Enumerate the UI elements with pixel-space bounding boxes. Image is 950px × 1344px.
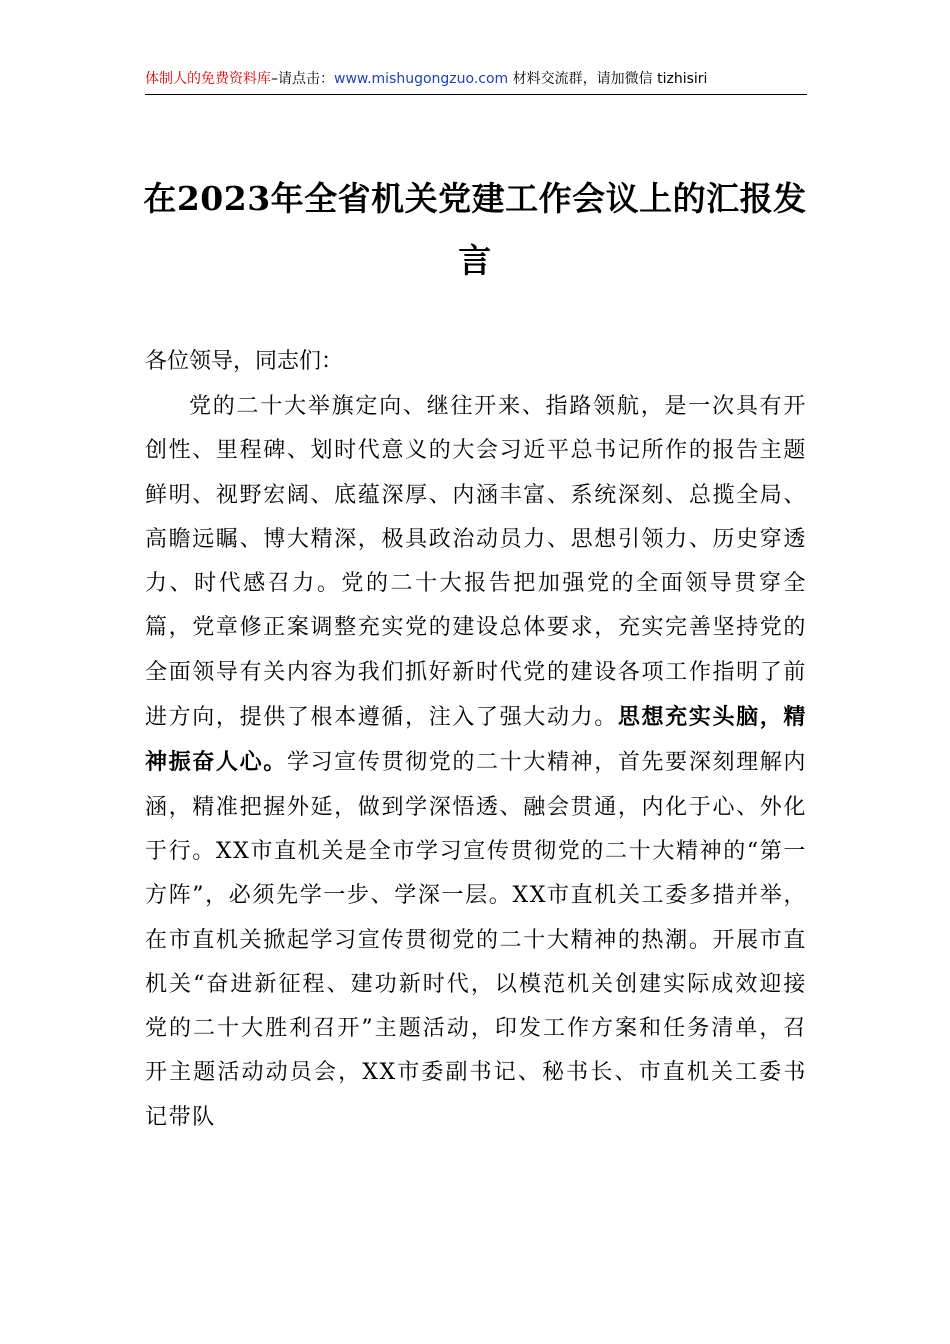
document-title: 在2023年全省机关党建工作会议上的汇报发言 (143, 179, 807, 280)
greeting: 各位领导，同志们： (145, 349, 344, 374)
paragraph-text-part2: 学习宣传贯彻党的二十大精神，首先要深刻理解内涵，精准把握外延，做到学深悟透、融会贯通，内化于心、外化于行。XX市直机关是全市学习宣传贯彻党的二十大精神的“第一方阵”，必须先学一步、学深一层。XX市直机关工委多措并举，在市直机关掀起学习宣传贯彻党的二十大精神的热潮。开展市直机关“奋进新征程、建功新时代，以模范机关创建实际成效迎接党的二十大胜利召开”主题活动，印发工作方案和任务清单，召开主题活动动员会，XX市委副书记、秘书长、市直机关工委书记带队 (145, 750, 807, 1130)
header-url-link[interactable]: www.mishugongzuo.com (334, 71, 509, 87)
header-brand: 体制人的免费资料库 (145, 71, 271, 87)
paragraph-bold-heading: 思想充实头脑，精神振奋人心。 (145, 704, 807, 776)
header-contact-text: 材料交流群，请加微信 tizhisiri (508, 71, 708, 87)
paragraph-text-part1: 党的二十大举旗定向、继往开来、指路领航，是一次具有开创性、里程碑、划时代意义的大会习近平总书记所作的报告主题鲜明、视野宏阔、底蕴深厚、内涵丰富、系统深刻、总揽全局、高瞻远瞩、博大精深，极具政治动员力、思想引领力、历史穿透力、时代感召力。党的二十大报告把加强党的全面领导贯穿全篇，党章修正案调整充实党的建设总体要求，充实完善坚持党的全面领导有关内容为我们抓好新时代党的建设各项工作指明了前进方向，提供了根本遵循，注入了强大动力。 (145, 394, 807, 731)
body-paragraph (145, 385, 807, 1185)
header-prompt: –请点击： (271, 71, 334, 87)
page-header (145, 64, 807, 95)
